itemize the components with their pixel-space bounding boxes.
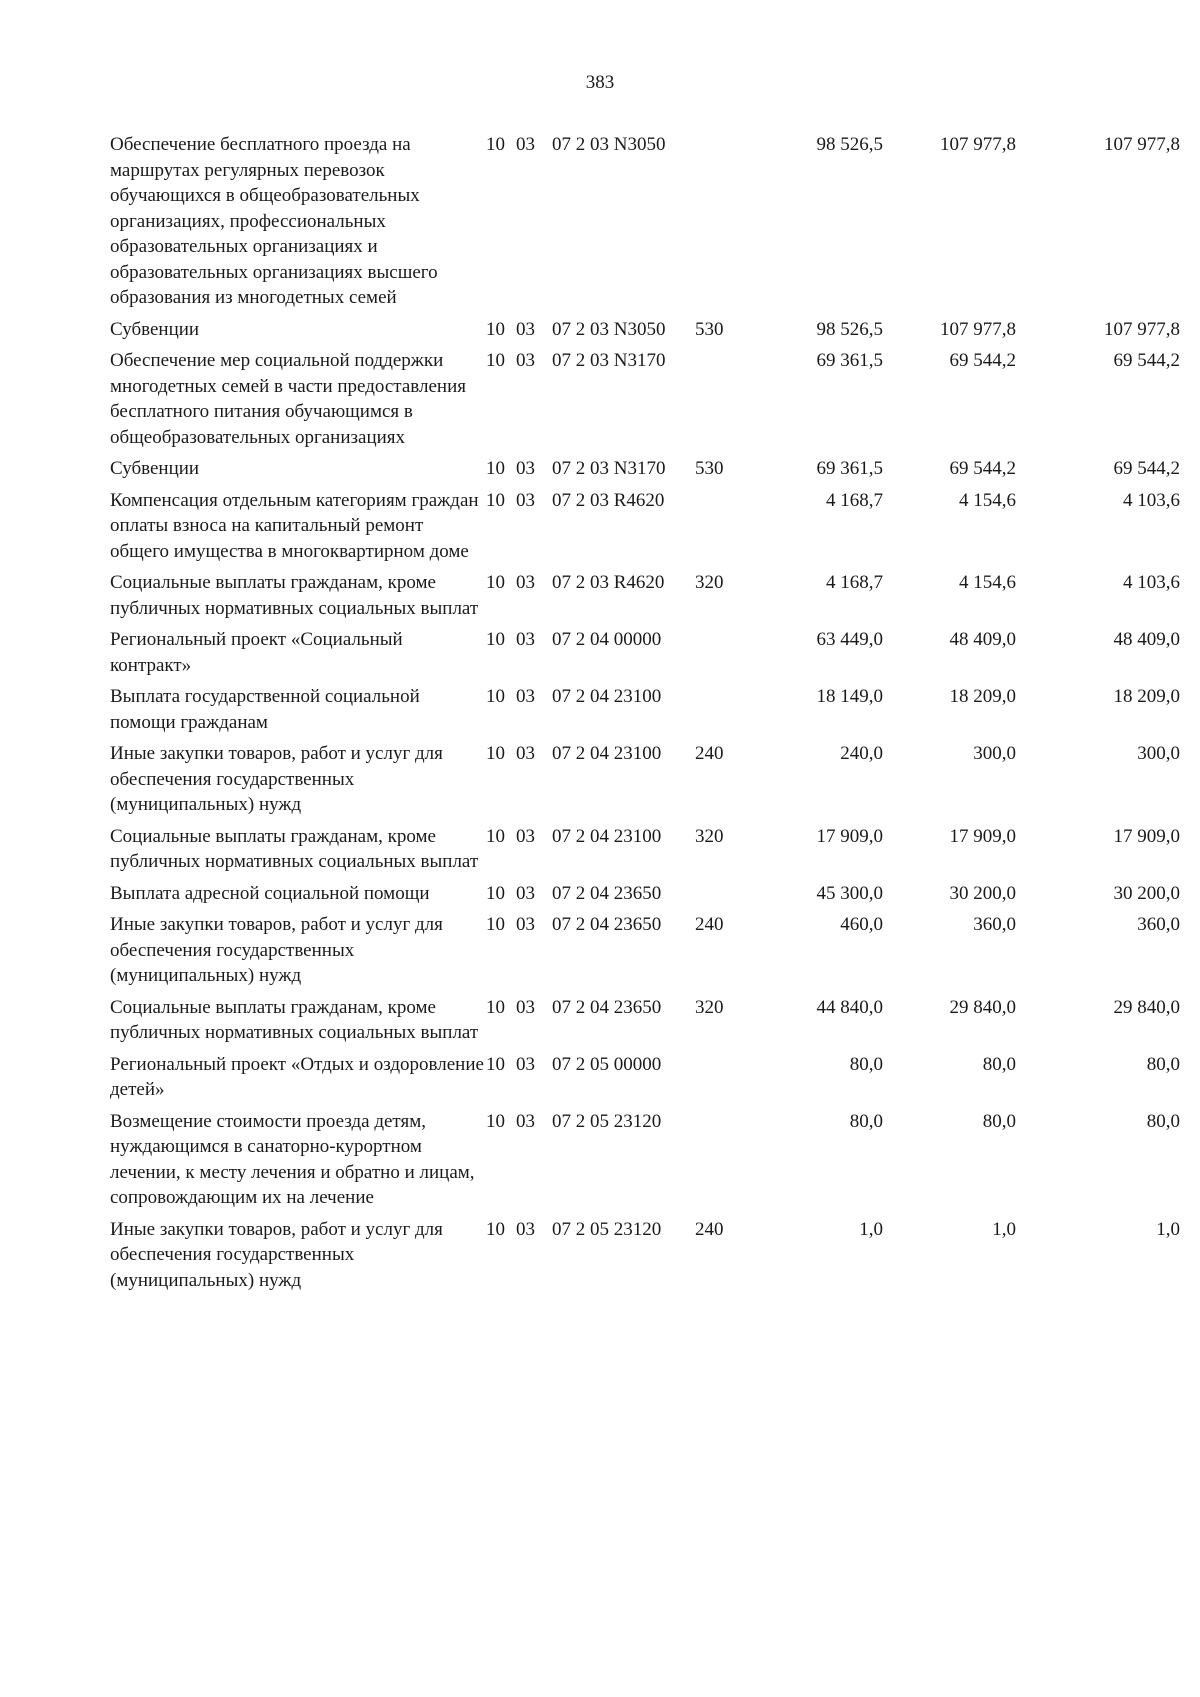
- page-number: 383: [585, 72, 615, 93]
- row-amount-3: 48 409,0: [1113, 629, 1180, 650]
- row-section: 10: [486, 629, 505, 650]
- row-section: 10: [486, 458, 505, 479]
- row-subsection: 03: [516, 629, 535, 650]
- row-subsection: 03: [516, 1110, 535, 1132]
- row-expense-type: 240: [695, 1218, 724, 1240]
- row-amount-2: 80,0: [982, 1110, 1016, 1132]
- row-section: 10: [486, 882, 505, 904]
- row-name: Иные закупки товаров, работ и услуг для обеспечения государственных (муниципальных) нужд: [110, 914, 443, 986]
- row-amount-2: 30 200,0: [949, 882, 1016, 904]
- row-amount-2: 29 840,0: [949, 996, 1016, 1018]
- row-target-article: 07 2 04 23650: [552, 996, 662, 1018]
- row-amount-1: 80,0: [849, 1110, 883, 1132]
- row-amount-3: 360,0: [1137, 914, 1180, 935]
- row-amount-3: 69 544,2: [1113, 458, 1180, 479]
- row-subsection: 03: [516, 882, 535, 904]
- row-target-article: 07 2 03 R4620: [552, 572, 665, 593]
- row-amount-3: 4 103,6: [1123, 572, 1180, 593]
- table-row: [110, 824, 1180, 881]
- row-amount-2: 80,0: [982, 1053, 1016, 1075]
- row-amount-1: 45 300,0: [816, 882, 883, 904]
- row-name: Возмещение стоимости проезда детям, нуждающимся в санаторно-курортном лечении, к месту лечения и обратно и лицам, сопровождающим их на лечение: [110, 1110, 475, 1208]
- row-amount-3: 80,0: [1146, 1053, 1180, 1075]
- table-row: [110, 488, 1180, 571]
- row-subsection: 03: [516, 686, 535, 707]
- row-section: 10: [486, 1110, 505, 1132]
- row-amount-3: 1,0: [1156, 1218, 1180, 1240]
- row-amount-1: 98 526,5: [816, 318, 883, 340]
- row-amount-1: 4 168,7: [826, 572, 883, 593]
- row-name: Иные закупки товаров, работ и услуг для обеспечения государственных (муниципальных) нужд: [110, 743, 443, 815]
- row-amount-1: 69 361,5: [816, 350, 883, 371]
- row-expense-type: [695, 1052, 750, 1109]
- row-subsection: 03: [516, 318, 535, 340]
- row-name: Социальные выплаты гражданам, кроме публичных нормативных социальных выплат: [110, 996, 479, 1043]
- row-amount-1: 1,0: [859, 1218, 883, 1240]
- row-name: Субвенции: [110, 318, 200, 340]
- table-row: [110, 1217, 1180, 1300]
- row-target-article: 07 2 04 00000: [552, 629, 662, 650]
- row-amount-1: 80,0: [849, 1053, 883, 1075]
- row-name: Выплата адресной социальной помощи: [110, 882, 430, 904]
- row-section: 10: [486, 489, 505, 511]
- row-subsection: 03: [516, 743, 535, 764]
- row-amount-1: 69 361,5: [816, 458, 883, 479]
- row-expense-type: 240: [695, 914, 724, 935]
- row-section: 10: [486, 743, 505, 764]
- row-expense-type: [695, 627, 750, 684]
- row-target-article: 07 2 04 23100: [552, 743, 662, 764]
- row-subsection: 03: [516, 1053, 535, 1075]
- row-amount-2: 69 544,2: [949, 458, 1016, 479]
- row-amount-2: 107 977,8: [940, 318, 1016, 340]
- row-subsection: 03: [516, 825, 535, 847]
- row-name: Иные закупки товаров, работ и услуг для обеспечения государственных (муниципальных) нужд: [110, 1218, 443, 1291]
- row-amount-2: 48 409,0: [949, 629, 1016, 650]
- row-target-article: 07 2 04 23650: [552, 914, 662, 935]
- row-amount-2: 300,0: [973, 743, 1016, 764]
- row-target-article: 07 2 05 23120: [552, 1110, 662, 1132]
- row-name: Обеспечение мер социальной поддержки многодетных семей в части предоставления бесплатного питания обучающимся в общеобразовательных организациях: [110, 350, 466, 448]
- row-subsection: 03: [516, 1218, 535, 1240]
- row-name: Компенсация отдельным категориям граждан оплаты взноса на капитальный ремонт общего имущества в многоквартирном доме: [110, 489, 479, 562]
- row-name: Региональный проект «Социальный контракт»: [110, 629, 403, 676]
- row-expense-type: [695, 132, 750, 317]
- row-expense-type: [695, 684, 750, 741]
- row-amount-3: 18 209,0: [1113, 686, 1180, 707]
- row-target-article: 07 2 03 N3050: [552, 134, 666, 155]
- row-amount-2: 17 909,0: [949, 825, 1016, 847]
- row-amount-2: 360,0: [973, 914, 1016, 935]
- row-amount-1: 44 840,0: [816, 996, 883, 1018]
- row-subsection: 03: [516, 572, 535, 593]
- row-target-article: 07 2 04 23100: [552, 686, 662, 707]
- row-expense-type: 530: [695, 458, 724, 479]
- row-expense-type: 320: [695, 996, 724, 1018]
- table-row: [110, 881, 1180, 913]
- row-target-article: 07 2 03 N3050: [552, 318, 666, 340]
- row-amount-1: 63 449,0: [816, 629, 883, 650]
- row-target-article: 07 2 05 23120: [552, 1218, 662, 1240]
- table-row: [110, 1052, 1180, 1109]
- row-subsection: 03: [516, 489, 535, 511]
- row-target-article: 07 2 03 N3170: [552, 458, 666, 479]
- row-subsection: 03: [516, 350, 535, 371]
- row-expense-type: [695, 348, 750, 456]
- row-section: 10: [486, 318, 505, 340]
- table-row: [110, 627, 1180, 684]
- row-amount-2: 18 209,0: [949, 686, 1016, 707]
- row-expense-type: [695, 488, 750, 571]
- row-section: 10: [486, 134, 505, 155]
- table-row: [110, 456, 1180, 488]
- row-amount-3: 17 909,0: [1113, 825, 1180, 847]
- budget-table-body: [110, 132, 1180, 1299]
- row-amount-1: 18 149,0: [816, 686, 883, 707]
- table-row: [110, 684, 1180, 741]
- table-row: [110, 1109, 1180, 1217]
- row-amount-3: 107 977,8: [1104, 318, 1180, 340]
- row-amount-2: 107 977,8: [940, 134, 1016, 155]
- row-amount-2: 1,0: [992, 1218, 1016, 1240]
- row-name: Региональный проект «Отдых и оздоровление детей»: [110, 1053, 484, 1100]
- row-name: Субвенции: [110, 458, 200, 479]
- row-section: 10: [486, 825, 505, 847]
- table-row: [110, 570, 1180, 627]
- row-amount-3: 30 200,0: [1113, 882, 1180, 904]
- row-expense-type: 240: [695, 743, 724, 764]
- row-amount-3: 107 977,8: [1104, 134, 1180, 155]
- row-amount-2: 4 154,6: [959, 572, 1016, 593]
- table-row: [110, 995, 1180, 1052]
- table-row: [110, 132, 1180, 317]
- row-amount-3: 29 840,0: [1113, 996, 1180, 1018]
- row-amount-1: 4 168,7: [826, 489, 883, 511]
- row-name: Обеспечение бесплатного проезда на маршрутах регулярных перевозок обучающихся в общеобразовательных организациях, профессиональных образовательных организациях и образовательных организациях высшего образования из многодетных семей: [110, 134, 438, 308]
- row-subsection: 03: [516, 996, 535, 1018]
- row-amount-1: 98 526,5: [816, 134, 883, 155]
- row-subsection: 03: [516, 914, 535, 935]
- row-section: 10: [486, 686, 505, 707]
- row-target-article: 07 2 05 00000: [552, 1053, 662, 1075]
- row-expense-type: [695, 881, 750, 913]
- row-section: 10: [486, 1218, 505, 1240]
- row-target-article: 07 2 04 23650: [552, 882, 662, 904]
- row-amount-1: 240,0: [840, 743, 883, 764]
- row-expense-type: [695, 1109, 750, 1217]
- row-amount-3: 4 103,6: [1123, 489, 1180, 511]
- budget-table: [110, 132, 1180, 1299]
- row-section: 10: [486, 996, 505, 1018]
- table-row: [110, 912, 1180, 995]
- row-amount-2: 69 544,2: [949, 350, 1016, 371]
- row-amount-3: 80,0: [1146, 1110, 1180, 1132]
- row-amount-1: 17 909,0: [816, 825, 883, 847]
- row-name: Выплата государственной социальной помощи гражданам: [110, 686, 420, 733]
- row-section: 10: [486, 572, 505, 593]
- row-subsection: 03: [516, 458, 535, 479]
- row-amount-2: 4 154,6: [959, 489, 1016, 511]
- row-name: Социальные выплаты гражданам, кроме публичных нормативных социальных выплат: [110, 572, 479, 619]
- row-amount-3: 300,0: [1137, 743, 1180, 764]
- table-row: [110, 348, 1180, 456]
- table-row: [110, 317, 1180, 349]
- row-section: 10: [486, 1053, 505, 1075]
- row-expense-type: 320: [695, 825, 724, 847]
- row-target-article: 07 2 04 23100: [552, 825, 662, 847]
- row-amount-1: 460,0: [840, 914, 883, 935]
- table-row: [110, 741, 1180, 824]
- row-subsection: 03: [516, 134, 535, 155]
- row-expense-type: 320: [695, 572, 724, 593]
- row-section: 10: [486, 350, 505, 371]
- row-name: Социальные выплаты гражданам, кроме публичных нормативных социальных выплат: [110, 825, 479, 872]
- row-expense-type: 530: [695, 318, 724, 340]
- row-target-article: 07 2 03 R4620: [552, 489, 665, 511]
- row-target-article: 07 2 03 N3170: [552, 350, 666, 371]
- row-section: 10: [486, 914, 505, 935]
- row-amount-3: 69 544,2: [1113, 350, 1180, 371]
